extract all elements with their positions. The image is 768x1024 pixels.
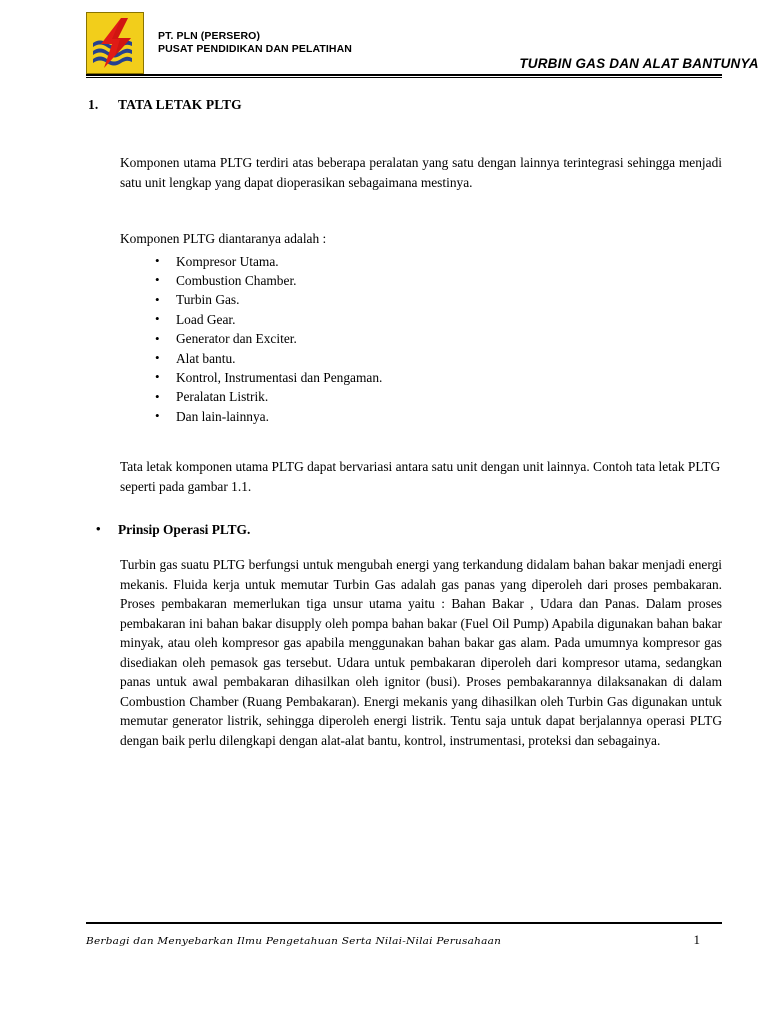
page-content	[0, 96, 768, 750]
list-item: • Dan lain-lainnya.	[155, 407, 768, 426]
prinsip-operasi-paragraph: Turbin gas suatu PLTG berfungsi untuk mengubah energi yang terkandung didalam bahan bakar menjadi energi mekanis. Fluida kerja untuk memutar Turbin Gas adalah gas panas yang diperoleh dari proses pembakaran. Proses pembakaran memerlukan tiga unsur utama yaitu : Bahan Bakar , Udara dan Panas. Dalam proses pembakaran ini bahan bakar disupply oleh pompa bahan bakar (Fuel Oil Pump) Apabila digunakan bahan bakar minyak, atau oleh kompresor gas apabila menggunakan bahan bakar gas alam. Pada umumnya kompresor gas disediakan oleh pemasok gas tersebut. Udara untuk pembakaran diperoleh dari kompresor utama, sedangkan panas untuk awal pembakaran dihasilkan oleh ignitor (busi). Proses pembakarannya dilaksanakan di dalam Combustion Chamber (Ruang Pembakaran). Energi mekanis yang dihasilkan oleh Turbin Gas digunakan untuk memutar generator listrik, sehingga diperoleh energi listrik. Tentu saja untuk dapat berjalannya operasi PLTG dengan baik perlu dilengkapi dengan alat-alat bantu, kontrol, instrumentasi, proteksi dan sebagainya.	[120, 557, 722, 748]
list-item: • Generator dan Exciter.	[155, 329, 768, 348]
footer-divider	[86, 922, 722, 925]
intro-paragraph: Komponen utama PLTG terdiri atas beberapa peralatan yang satu dengan lainnya terintegrasi sehingga menjadi satu unit lengkap yang dapat dioperasikan sebagaimana mestinya.	[120, 155, 722, 190]
page-header	[86, 12, 759, 74]
section-number: 1.	[88, 97, 99, 112]
list-item: • Combustion Chamber.	[155, 271, 768, 290]
header-divider	[86, 74, 722, 78]
list-item: • Peralatan Listrik.	[155, 387, 768, 406]
organization-name	[158, 12, 352, 56]
org-line-2: PUSAT PENDIDIKAN DAN PELATIHAN	[158, 43, 352, 55]
component-list-lead: Komponen PLTG diantaranya adalah :	[120, 231, 327, 246]
component-list	[155, 252, 768, 427]
section-title: TATA LETAK PLTG	[118, 97, 242, 112]
page-footer	[86, 922, 722, 948]
prinsip-operasi-heading: • Prinsip Operasi PLTG.	[96, 520, 768, 539]
org-line-1: PT. PLN (PERSERO)	[158, 30, 261, 42]
list-item: • Kompresor Utama.	[155, 252, 768, 271]
footer-tagline: Berbagi dan Menyebarkan Ilmu Pengetahuan Serta Nilai-Nilai Perusahaan	[86, 935, 502, 947]
list-item: • Alat bantu.	[155, 349, 768, 368]
list-item: • Kontrol, Instrumentasi dan Pengaman.	[155, 368, 768, 387]
document-title: TURBIN GAS DAN ALAT BANTUNYA	[519, 56, 759, 71]
pln-lightning-logo-icon	[86, 12, 144, 74]
list-item: • Turbin Gas.	[155, 290, 768, 309]
tata-letak-paragraph: Tata letak komponen utama PLTG dapat bervariasi antara satu unit dengan unit lainnya. Contoh tata letak PLTG seperti pada gambar 1.1.	[120, 459, 721, 494]
section-heading	[88, 96, 768, 114]
page-number: 1	[693, 932, 700, 947]
list-item: • Load Gear.	[155, 310, 768, 329]
